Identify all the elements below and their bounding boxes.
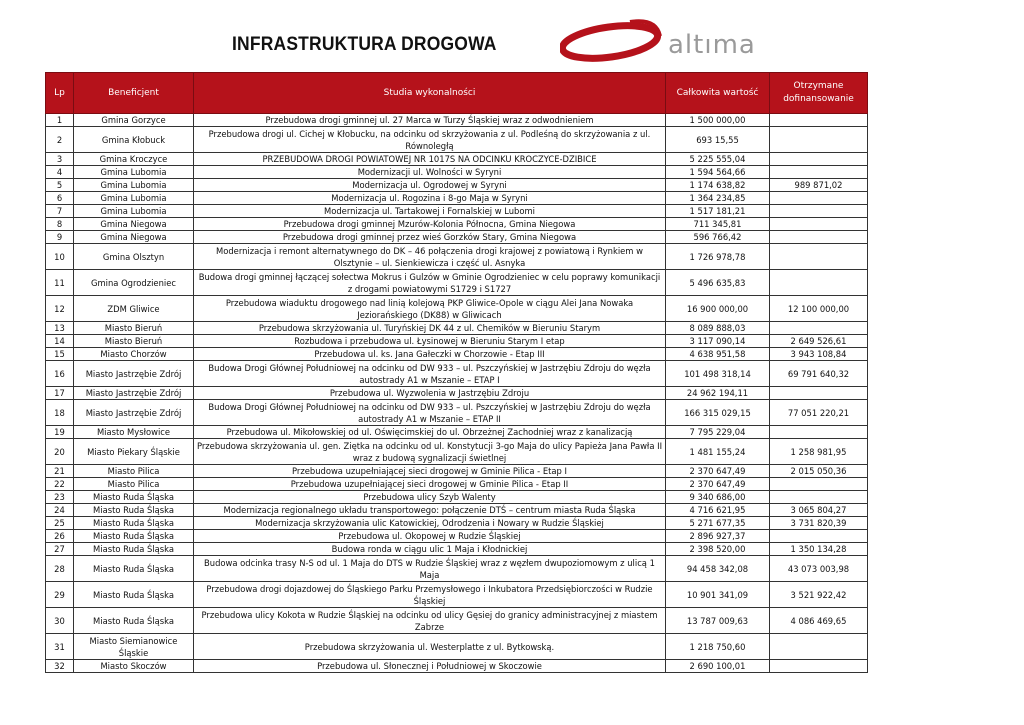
table-row — [46, 387, 868, 400]
cell-studia: Przebudowa ulicy Szyb Walenty — [194, 491, 666, 504]
cell-lp: 1 — [46, 114, 74, 127]
cell-dofinansowanie — [770, 231, 868, 244]
cell-beneficjent: Miasto Piekary Śląskie — [74, 439, 194, 465]
cell-dofinansowanie: 3 521 922,42 — [770, 582, 868, 608]
cell-lp: 25 — [46, 517, 74, 530]
cell-wartosc: 4 716 621,95 — [666, 504, 770, 517]
cell-wartosc: 4 638 951,58 — [666, 348, 770, 361]
cell-wartosc: 166 315 029,15 — [666, 400, 770, 426]
cell-beneficjent: Gmina Niegowa — [74, 218, 194, 231]
table-row — [46, 335, 868, 348]
cell-beneficjent: Miasto Pilica — [74, 465, 194, 478]
cell-lp: 24 — [46, 504, 74, 517]
table-row — [46, 439, 868, 465]
table-row — [46, 491, 868, 504]
cell-beneficjent: Miasto Ruda Śląska — [74, 504, 194, 517]
cell-beneficjent: Miasto Ruda Śląska — [74, 582, 194, 608]
cell-beneficjent: Miasto Bieruń — [74, 322, 194, 335]
cell-dofinansowanie — [770, 244, 868, 270]
cell-wartosc: 1 174 638,82 — [666, 179, 770, 192]
page-title: INFRASTRUKTURA DROGOWA — [232, 34, 497, 55]
cell-lp: 16 — [46, 361, 74, 387]
header-dofinansowanie: Otrzymane dofinansowanie — [770, 73, 868, 114]
table-row — [46, 400, 868, 426]
cell-dofinansowanie — [770, 166, 868, 179]
cell-beneficjent: Miasto Ruda Śląska — [74, 556, 194, 582]
cell-beneficjent: Miasto Ruda Śląska — [74, 530, 194, 543]
table-row — [46, 244, 868, 270]
table-row — [46, 426, 868, 439]
cell-dofinansowanie — [770, 127, 868, 153]
cell-dofinansowanie: 4 086 469,65 — [770, 608, 868, 634]
cell-dofinansowanie — [770, 218, 868, 231]
table-row — [46, 231, 868, 244]
table-row — [46, 504, 868, 517]
cell-studia: Przebudowa ul. Mikołowskiej od ul. Oświęcimskiej do ul. Obrzeżnej Zachodniej wraz z kanalizacją — [194, 426, 666, 439]
cell-studia: Przebudowa skrzyżowania ul. Westerplatte z ul. Bytkowską. — [194, 634, 666, 660]
cell-wartosc: 10 901 341,09 — [666, 582, 770, 608]
cell-dofinansowanie — [770, 660, 868, 673]
cell-beneficjent: Miasto Mysłowice — [74, 426, 194, 439]
cell-wartosc: 5 225 555,04 — [666, 153, 770, 166]
cell-lp: 22 — [46, 478, 74, 491]
cell-beneficjent: Miasto Siemianowice Śląskie — [74, 634, 194, 660]
cell-lp: 27 — [46, 543, 74, 556]
table-row — [46, 153, 868, 166]
cell-dofinansowanie: 1 258 981,95 — [770, 439, 868, 465]
table-row — [46, 465, 868, 478]
cell-wartosc: 94 458 342,08 — [666, 556, 770, 582]
cell-beneficjent: Miasto Ruda Śląska — [74, 543, 194, 556]
cell-beneficjent: Gmina Lubomia — [74, 166, 194, 179]
cell-beneficjent: Gmina Lubomia — [74, 179, 194, 192]
cell-dofinansowanie — [770, 153, 868, 166]
cell-lp: 9 — [46, 231, 74, 244]
cell-lp: 19 — [46, 426, 74, 439]
cell-dofinansowanie: 3 943 108,84 — [770, 348, 868, 361]
cell-lp: 10 — [46, 244, 74, 270]
cell-studia: Budowa Drogi Głównej Południowej na odcinku od DW 933 – ul. Pszczyńskiej w Jastrzębiu Zdroju do węzła autostrady A1 w Mszanie – ETAP II — [194, 400, 666, 426]
cell-wartosc: 1 364 234,85 — [666, 192, 770, 205]
cell-studia: Przebudowa uzupełniającej sieci drogowej w Gminie Pilica - Etap I — [194, 465, 666, 478]
cell-wartosc: 1 218 750,60 — [666, 634, 770, 660]
cell-studia: Modernizacja ul. Rogozina i 8-go Maja w Syryni — [194, 192, 666, 205]
cell-studia: Modernizacja ul. Ogrodowej w Syryni — [194, 179, 666, 192]
cell-dofinansowanie — [770, 205, 868, 218]
cell-beneficjent: Gmina Olsztyn — [74, 244, 194, 270]
cell-lp: 20 — [46, 439, 74, 465]
cell-studia: Modernizacja skrzyżowania ulic Katowickiej, Odrodzenia i Nowary w Rudzie Śląskiej — [194, 517, 666, 530]
table-row — [46, 192, 868, 205]
header-beneficjent: Beneficjent — [74, 73, 194, 114]
cell-lp: 11 — [46, 270, 74, 296]
cell-lp: 32 — [46, 660, 74, 673]
cell-lp: 28 — [46, 556, 74, 582]
cell-wartosc: 1 517 181,21 — [666, 205, 770, 218]
cell-lp: 17 — [46, 387, 74, 400]
table-row — [46, 517, 868, 530]
infrastructure-table — [45, 72, 868, 673]
cell-dofinansowanie: 77 051 220,21 — [770, 400, 868, 426]
cell-lp: 14 — [46, 335, 74, 348]
table-row — [46, 530, 868, 543]
table-row — [46, 608, 868, 634]
cell-wartosc: 24 962 194,11 — [666, 387, 770, 400]
cell-beneficjent: Miasto Ruda Śląska — [74, 517, 194, 530]
cell-studia: Przebudowa ul. Słonecznej i Południowej w Skoczowie — [194, 660, 666, 673]
cell-studia: Przebudowa wiaduktu drogowego nad linią kolejową PKP Gliwice-Opole w ciągu Alei Jana Nowaka Jeziorańskiego (DK88) w Gliwicach — [194, 296, 666, 322]
cell-dofinansowanie: 69 791 640,32 — [770, 361, 868, 387]
cell-beneficjent: Gmina Kroczyce — [74, 153, 194, 166]
cell-wartosc: 693 15,55 — [666, 127, 770, 153]
cell-dofinansowanie: 3 065 804,27 — [770, 504, 868, 517]
cell-studia: Przebudowa ul. ks. Jana Gałeczki w Chorzowie - Etap III — [194, 348, 666, 361]
cell-lp: 12 — [46, 296, 74, 322]
cell-dofinansowanie — [770, 192, 868, 205]
cell-wartosc: 2 370 647,49 — [666, 478, 770, 491]
table-row — [46, 127, 868, 153]
cell-wartosc: 596 766,42 — [666, 231, 770, 244]
cell-dofinansowanie — [770, 530, 868, 543]
cell-wartosc: 1 726 978,78 — [666, 244, 770, 270]
cell-studia: Przebudowa drogi dojazdowej do Śląskiego Parku Przemysłowego i Inkubatora Przedsiębiorczości w Rudzie Śląskiej — [194, 582, 666, 608]
cell-beneficjent: Miasto Bieruń — [74, 335, 194, 348]
cell-beneficjent: Miasto Ruda Śląska — [74, 608, 194, 634]
cell-studia: Modernizacja i remont alternatywnego do DK – 46 połączenia drogi krajowej z powiatową i Rynkiem w Olsztynie – ul. Sienkiewicza i część ul. Asnyka — [194, 244, 666, 270]
cell-wartosc: 1 481 155,24 — [666, 439, 770, 465]
logo-text: altıma — [668, 30, 756, 60]
table-header-row — [46, 73, 868, 114]
table-row — [46, 218, 868, 231]
cell-dofinansowanie: 1 350 134,28 — [770, 543, 868, 556]
table-row — [46, 660, 868, 673]
cell-studia: Modernizacji ul. Wolności w Syryni — [194, 166, 666, 179]
cell-studia: Rozbudowa i przebudowa ul. Łysinowej w Bieruniu Starym I etap — [194, 335, 666, 348]
cell-lp: 13 — [46, 322, 74, 335]
cell-studia: Budowa drogi gminnej łączącej sołectwa Mokrus i Gulzów w Gminie Ogrodzieniec w celu poprawy komunikacji z drogami powiatowymi S1729 i S1727 — [194, 270, 666, 296]
cell-wartosc: 8 089 888,03 — [666, 322, 770, 335]
table-row — [46, 322, 868, 335]
cell-lp: 5 — [46, 179, 74, 192]
table-row — [46, 361, 868, 387]
cell-beneficjent: Gmina Gorzyce — [74, 114, 194, 127]
cell-dofinansowanie — [770, 634, 868, 660]
table-row — [46, 166, 868, 179]
cell-dofinansowanie: 12 100 000,00 — [770, 296, 868, 322]
cell-lp: 6 — [46, 192, 74, 205]
cell-lp: 7 — [46, 205, 74, 218]
table-row — [46, 543, 868, 556]
cell-studia: Modernizacja regionalnego układu transportowego: połączenie DTŚ – centrum miasta Ruda Śląska — [194, 504, 666, 517]
cell-studia: Przebudowa drogi ul. Cichej w Kłobucku, na odcinku od skrzyżowania z ul. Podleśną do skrzyżowania z ul. Równoległą — [194, 127, 666, 153]
cell-lp: 15 — [46, 348, 74, 361]
cell-wartosc: 711 345,81 — [666, 218, 770, 231]
cell-beneficjent: Gmina Niegowa — [74, 231, 194, 244]
table-row — [46, 582, 868, 608]
cell-beneficjent: Miasto Jastrzębie Zdrój — [74, 361, 194, 387]
cell-lp: 31 — [46, 634, 74, 660]
table-row — [46, 179, 868, 192]
cell-wartosc: 5 271 677,35 — [666, 517, 770, 530]
cell-beneficjent: Gmina Ogrodzieniec — [74, 270, 194, 296]
cell-studia: Budowa Drogi Głównej Południowej na odcinku od DW 933 – ul. Pszczyńskiej w Jastrzębiu Zdroju do węzła autostrady A1 w Mszanie – ETAP I — [194, 361, 666, 387]
cell-wartosc: 101 498 318,14 — [666, 361, 770, 387]
cell-studia: Przebudowa skrzyżowania ul. gen. Ziętka na odcinku od ul. Konstytucji 3-go Maja do ulicy Papieża Jana Pawła II wraz z budową sygnalizacji świetlnej — [194, 439, 666, 465]
cell-dofinansowanie: 2 649 526,61 — [770, 335, 868, 348]
cell-lp: 23 — [46, 491, 74, 504]
header-wartosc: Całkowita wartość — [666, 73, 770, 114]
cell-studia: Przebudowa ulicy Kokota w Rudzie Śląskiej na odcinku od ulicy Gęsiej do granicy administracyjnej z miastem Zabrze — [194, 608, 666, 634]
cell-beneficjent: Miasto Jastrzębie Zdrój — [74, 400, 194, 426]
cell-wartosc: 7 795 229,04 — [666, 426, 770, 439]
table-row — [46, 114, 868, 127]
table-row — [46, 296, 868, 322]
header-lp: Lp — [46, 73, 74, 114]
cell-beneficjent: Gmina Lubomia — [74, 192, 194, 205]
cell-dofinansowanie — [770, 270, 868, 296]
cell-dofinansowanie — [770, 322, 868, 335]
table-row — [46, 205, 868, 218]
cell-wartosc: 1 500 000,00 — [666, 114, 770, 127]
cell-lp: 4 — [46, 166, 74, 179]
cell-dofinansowanie — [770, 426, 868, 439]
cell-studia: Przebudowa ul. Okopowej w Rudzie Śląskiej — [194, 530, 666, 543]
cell-beneficjent: Miasto Jastrzębie Zdrój — [74, 387, 194, 400]
cell-beneficjent: Gmina Kłobuck — [74, 127, 194, 153]
cell-dofinansowanie: 989 871,02 — [770, 179, 868, 192]
cell-lp: 30 — [46, 608, 74, 634]
cell-wartosc: 5 496 635,83 — [666, 270, 770, 296]
cell-lp: 2 — [46, 127, 74, 153]
cell-dofinansowanie — [770, 387, 868, 400]
cell-studia: PRZEBUDOWA DROGI POWIATOWEJ NR 1017S NA ODCINKU KROCZYCE-DZIBICE — [194, 153, 666, 166]
cell-dofinansowanie: 43 073 003,98 — [770, 556, 868, 582]
cell-wartosc: 1 594 564,66 — [666, 166, 770, 179]
cell-beneficjent: Miasto Pilica — [74, 478, 194, 491]
table-row — [46, 478, 868, 491]
cell-beneficjent: Miasto Skoczów — [74, 660, 194, 673]
cell-dofinansowanie: 3 731 820,39 — [770, 517, 868, 530]
cell-wartosc: 2 690 100,01 — [666, 660, 770, 673]
header-studia: Studia wykonalności — [194, 73, 666, 114]
cell-beneficjent: Gmina Lubomia — [74, 205, 194, 218]
table-row — [46, 556, 868, 582]
cell-lp: 26 — [46, 530, 74, 543]
cell-wartosc: 2 398 520,00 — [666, 543, 770, 556]
cell-lp: 21 — [46, 465, 74, 478]
cell-lp: 8 — [46, 218, 74, 231]
cell-studia: Przebudowa drogi gminnej przez wieś Gorzków Stary, Gmina Niegowa — [194, 231, 666, 244]
cell-dofinansowanie — [770, 491, 868, 504]
cell-wartosc: 2 896 927,37 — [666, 530, 770, 543]
cell-lp: 18 — [46, 400, 74, 426]
cell-studia: Przebudowa drogi gminnej ul. 27 Marca w Turzy Śląskiej wraz z odwodnieniem — [194, 114, 666, 127]
cell-studia: Przebudowa ul. Wyzwolenia w Jastrzębiu Zdroju — [194, 387, 666, 400]
cell-studia: Przebudowa drogi gminnej Mzurów-Kolonia Północna, Gmina Niegowa — [194, 218, 666, 231]
cell-studia: Modernizacja ul. Tartakowej i Fornalskiej w Lubomi — [194, 205, 666, 218]
cell-dofinansowanie: 2 015 050,36 — [770, 465, 868, 478]
table-row — [46, 348, 868, 361]
table-row — [46, 634, 868, 660]
cell-dofinansowanie — [770, 478, 868, 491]
cell-beneficjent: Miasto Chorzów — [74, 348, 194, 361]
cell-wartosc: 9 340 686,00 — [666, 491, 770, 504]
cell-beneficjent: ZDM Gliwice — [74, 296, 194, 322]
cell-lp: 3 — [46, 153, 74, 166]
cell-beneficjent: Miasto Ruda Śląska — [74, 491, 194, 504]
cell-studia: Przebudowa skrzyżowania ul. Turyńskiej DK 44 z ul. Chemików w Bieruniu Starym — [194, 322, 666, 335]
cell-wartosc: 3 117 090,14 — [666, 335, 770, 348]
cell-studia: Budowa ronda w ciągu ulic 1 Maja i Kłodnickiej — [194, 543, 666, 556]
cell-lp: 29 — [46, 582, 74, 608]
cell-studia: Przebudowa uzupełniającej sieci drogowej w Gminie Pilica - Etap II — [194, 478, 666, 491]
cell-wartosc: 13 787 009,63 — [666, 608, 770, 634]
cell-wartosc: 16 900 000,00 — [666, 296, 770, 322]
table-row — [46, 270, 868, 296]
cell-studia: Budowa odcinka trasy N-S od ul. 1 Maja do DTS w Rudzie Śląskiej wraz z węzłem dwupoziomowym z ulicą 1 Maja — [194, 556, 666, 582]
cell-wartosc: 2 370 647,49 — [666, 465, 770, 478]
cell-dofinansowanie — [770, 114, 868, 127]
